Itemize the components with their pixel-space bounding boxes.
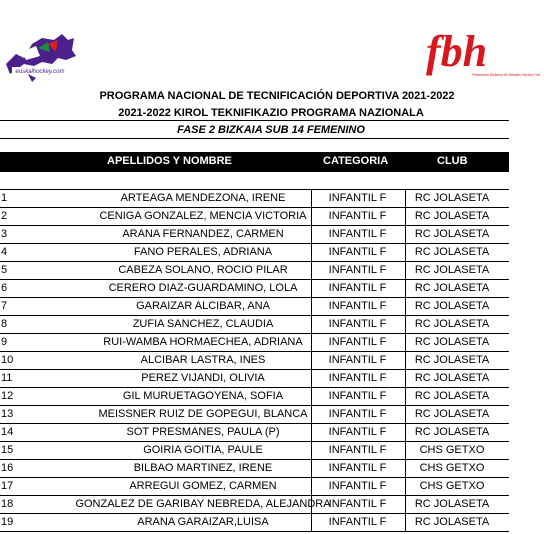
column-separator: [311, 442, 312, 459]
row-number: 19: [1, 516, 14, 528]
player-name: ARREGUI GOMEZ, CARMEN: [129, 480, 277, 492]
player-club: RC JOLASETA: [414, 264, 490, 276]
column-separator: [311, 406, 312, 423]
row-number: 13: [1, 408, 14, 420]
table-row: [0, 496, 509, 514]
player-name: SOT PRESMANES, PAULA (P): [126, 426, 280, 438]
column-separator: [405, 334, 406, 351]
player-club: RC JOLASETA: [414, 246, 490, 258]
column-separator: [405, 406, 406, 423]
column-separator: [311, 190, 312, 207]
player-name: GARAIZAR ALCIBAR, ANA: [136, 300, 270, 312]
player-club: RC JOLASETA: [414, 318, 490, 330]
row-number: 3: [1, 228, 8, 240]
column-separator: [405, 226, 406, 243]
column-separator: [405, 280, 406, 297]
fbh-logo-subtitle: Federación Bizkaina de Bizkaiko Hockey Fed.: [472, 73, 541, 77]
table-row: [0, 280, 509, 298]
row-number: 1: [1, 192, 8, 204]
table-row: [0, 424, 509, 442]
table-row: [0, 388, 509, 406]
column-separator: [311, 262, 312, 279]
player-name: ALCIBAR LASTRA, INES: [140, 354, 266, 366]
column-separator: [405, 352, 406, 369]
column-separator: [311, 514, 312, 531]
player-name: ARANA FERNANDEZ, CARMEN: [122, 228, 284, 240]
player-name: ARTEAGA MENDEZONA, IRENE: [120, 192, 286, 204]
player-category: INFANTIL F: [328, 300, 387, 312]
player-category: INFANTIL F: [328, 192, 387, 204]
player-category: INFANTIL F: [328, 372, 387, 384]
table-row: [0, 406, 509, 424]
row-number: 10: [1, 354, 14, 366]
player-name: ARANA GARAIZAR,LUISA: [137, 516, 269, 528]
player-category: INFANTIL F: [328, 480, 387, 492]
table-row: [0, 190, 509, 208]
player-category: INFANTIL F: [328, 210, 387, 222]
player-category: INFANTIL F: [328, 498, 387, 510]
player-club: CHS GETXO: [419, 480, 485, 492]
column-header-category: CATEGORIA: [323, 155, 389, 167]
player-name: CABEZA SOLANO, ROCIO PILAR: [118, 264, 288, 276]
table-row: [0, 334, 509, 352]
column-separator: [405, 298, 406, 315]
column-separator: [405, 496, 406, 513]
player-name: CERERO DIAZ-GUARDAMINO, LOLA: [108, 282, 298, 294]
player-club: RC JOLASETA: [414, 408, 490, 420]
column-separator: [405, 244, 406, 261]
player-name: PEREZ VIJANDI, OLIVIA: [141, 372, 265, 384]
column-header-name: APELLIDOS Y NOMBRE: [107, 155, 232, 167]
table-row: [0, 208, 509, 226]
table-row: [0, 460, 509, 478]
column-separator: [405, 370, 406, 387]
row-number: 6: [1, 282, 8, 294]
player-club: CHS GETXO: [419, 444, 485, 456]
player-category: INFANTIL F: [328, 228, 387, 240]
column-separator: [311, 334, 312, 351]
player-name: GIL MURUETAGOYENA, SOFIA: [122, 390, 284, 402]
column-separator: [311, 352, 312, 369]
row-number: 15: [1, 444, 14, 456]
player-club: RC JOLASETA: [414, 192, 490, 204]
column-separator: [311, 316, 312, 333]
divider: [0, 138, 509, 139]
basque-hockey-federation-logo-icon: [2, 30, 78, 94]
column-separator: [405, 424, 406, 441]
player-name: MEISSNER RUIZ DE GOPEGUI, BLANCA: [98, 408, 308, 420]
player-club: RC JOLASETA: [414, 228, 490, 240]
row-number: 18: [1, 498, 14, 510]
column-separator: [311, 424, 312, 441]
column-separator: [405, 262, 406, 279]
row-number: 9: [1, 336, 8, 348]
player-category: INFANTIL F: [328, 336, 387, 348]
player-club: RC JOLASETA: [414, 300, 490, 312]
table-row: [0, 352, 509, 370]
player-name: FANO PERALES, ADRIANA: [133, 246, 273, 258]
row-number: 17: [1, 480, 14, 492]
player-club: RC JOLASETA: [414, 372, 490, 384]
player-category: INFANTIL F: [328, 390, 387, 402]
player-club: RC JOLASETA: [414, 390, 490, 402]
column-separator: [405, 514, 406, 531]
player-category: INFANTIL F: [328, 246, 387, 258]
fbh-logo-icon: [424, 22, 541, 84]
player-club: RC JOLASETA: [414, 354, 490, 366]
player-category: INFANTIL F: [328, 354, 387, 366]
column-separator: [311, 226, 312, 243]
player-club: RC JOLASETA: [414, 210, 490, 222]
column-header-club: CLUB: [437, 155, 468, 167]
row-number: 4: [1, 246, 8, 258]
column-separator: [311, 298, 312, 315]
column-separator: [405, 442, 406, 459]
player-club: RC JOLASETA: [414, 498, 490, 510]
row-number: 8: [1, 318, 8, 330]
row-number: 14: [1, 426, 14, 438]
column-separator: [311, 388, 312, 405]
row-number: 7: [1, 300, 8, 312]
table-row: [0, 244, 509, 262]
player-category: INFANTIL F: [328, 516, 387, 528]
program-title-es: PROGRAMA NACIONAL DE TECNIFICACIÓN DEPORTIVA 2021-2022: [99, 90, 455, 102]
column-separator: [311, 460, 312, 477]
column-separator: [405, 460, 406, 477]
player-name: GONZALEZ DE GARIBAY NEBREDA, ALEJANDRA: [75, 498, 331, 510]
phase-subtitle: FASE 2 BIZKAIA SUB 14 FEMENINO: [177, 124, 365, 136]
table-row: [0, 478, 509, 496]
column-separator: [311, 280, 312, 297]
player-category: INFANTIL F: [328, 426, 387, 438]
player-club: CHS GETXO: [419, 462, 485, 474]
column-separator: [311, 244, 312, 261]
fbh-logo-text: fbh: [426, 27, 488, 76]
program-title-eu: 2021-2022 KIROL TEKNIFIKAZIO PROGRAMA NAZIONALA: [118, 107, 424, 119]
column-separator: [311, 370, 312, 387]
table-row: [0, 370, 509, 388]
table-header: [0, 152, 509, 172]
column-separator: [311, 478, 312, 495]
table-row: [0, 442, 509, 460]
player-category: INFANTIL F: [328, 318, 387, 330]
player-category: INFANTIL F: [328, 264, 387, 276]
player-category: INFANTIL F: [328, 462, 387, 474]
player-club: RC JOLASETA: [414, 282, 490, 294]
table-row: [0, 226, 509, 244]
table-row: [0, 262, 509, 280]
roster-table: [0, 190, 509, 532]
row-number: 2: [1, 210, 8, 222]
column-separator: [405, 316, 406, 333]
column-separator: [311, 496, 312, 513]
player-category: INFANTIL F: [328, 408, 387, 420]
table-row: [0, 514, 509, 532]
divider: [0, 120, 509, 121]
player-name: CENIGA GONZALEZ, MENCIA VICTORIA: [99, 210, 307, 222]
player-category: INFANTIL F: [328, 444, 387, 456]
column-separator: [405, 190, 406, 207]
player-category: INFANTIL F: [328, 282, 387, 294]
column-separator: [405, 478, 406, 495]
logo-left-url: euskalhockey.com: [15, 69, 65, 75]
row-number: 12: [1, 390, 14, 402]
row-number: 5: [1, 264, 8, 276]
column-separator: [311, 208, 312, 225]
player-name: BILBAO MARTINEZ, IRENE: [133, 462, 273, 474]
player-club: RC JOLASETA: [414, 516, 490, 528]
column-separator: [405, 208, 406, 225]
player-name: RUI-WAMBA HORMAECHEA, ADRIANA: [103, 336, 303, 348]
table-row: [0, 298, 509, 316]
column-separator: [405, 388, 406, 405]
player-name: ZUFIA SANCHEZ, CLAUDIA: [132, 318, 274, 330]
player-club: RC JOLASETA: [414, 426, 490, 438]
table-row: [0, 316, 509, 334]
row-number: 11: [1, 372, 13, 384]
player-club: RC JOLASETA: [414, 336, 490, 348]
row-number: 16: [1, 462, 14, 474]
player-name: GOIRIA GOITIA, PAULE: [143, 444, 263, 456]
